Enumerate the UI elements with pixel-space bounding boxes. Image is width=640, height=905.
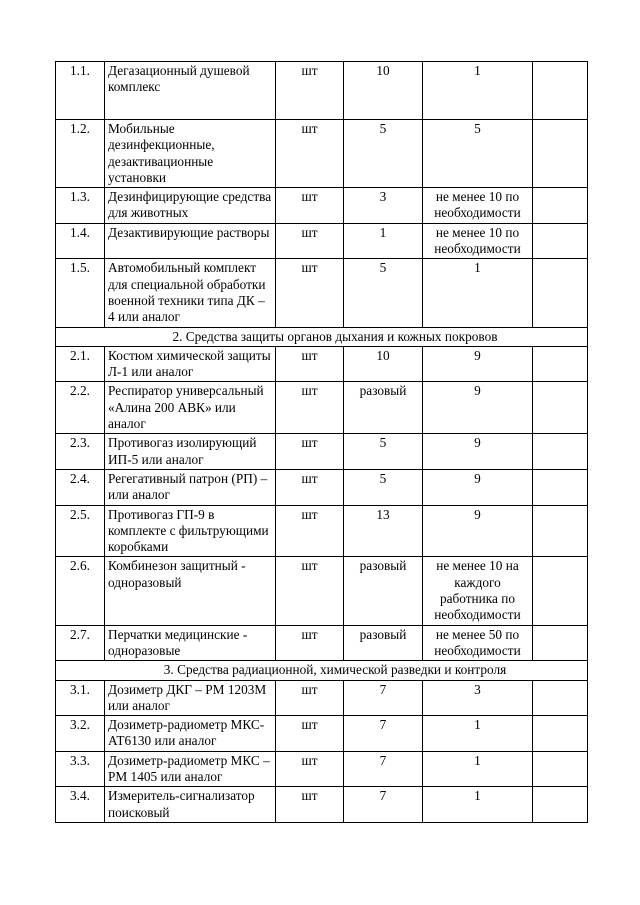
item-norm: 1: [423, 62, 533, 120]
item-name: Костюм химической защиты Л-1 или аналог: [105, 346, 276, 382]
table-row: [56, 382, 588, 434]
item-quantity: 7: [344, 716, 423, 752]
item-name: Дезактивирующие растворы: [105, 223, 276, 259]
item-extra: [533, 62, 588, 120]
equipment-table: [55, 61, 588, 823]
item-quantity: 5: [344, 259, 423, 327]
row-number: 3.2.: [56, 716, 105, 752]
item-quantity: разовый: [344, 557, 423, 625]
row-number: 2.5.: [56, 505, 105, 557]
item-quantity: 7: [344, 787, 423, 823]
item-norm: не менее 10 по необходимости: [423, 188, 533, 224]
item-norm: 3: [423, 680, 533, 716]
item-name: Мобильные дезинфекционные, дезактивационные установки: [105, 120, 276, 188]
row-number: 1.1.: [56, 62, 105, 120]
section-title: 3. Средства радиационной, химической разведки и контроля: [56, 661, 588, 680]
item-extra: [533, 716, 588, 752]
item-quantity: 7: [344, 751, 423, 787]
item-unit: шт: [276, 259, 344, 327]
item-unit: шт: [276, 120, 344, 188]
item-name: Дегазационный душевой комплекс: [105, 62, 276, 120]
section-row: [56, 661, 588, 680]
item-quantity: 10: [344, 62, 423, 120]
item-name: Дозиметр-радиометр МКС – РМ 1405 или аналог: [105, 751, 276, 787]
item-extra: [533, 382, 588, 434]
item-norm: 9: [423, 346, 533, 382]
item-unit: шт: [276, 716, 344, 752]
item-quantity: 3: [344, 188, 423, 224]
table-row: [56, 120, 588, 188]
item-quantity: 5: [344, 120, 423, 188]
item-norm: 9: [423, 434, 533, 470]
item-extra: [533, 434, 588, 470]
row-number: 1.4.: [56, 223, 105, 259]
item-unit: шт: [276, 469, 344, 505]
row-number: 3.3.: [56, 751, 105, 787]
item-name: Дезинфицирующие средства для животных: [105, 188, 276, 224]
item-unit: шт: [276, 787, 344, 823]
row-number: 3.1.: [56, 680, 105, 716]
item-unit: шт: [276, 751, 344, 787]
row-number: 2.4.: [56, 469, 105, 505]
item-norm: 9: [423, 382, 533, 434]
table-row: [56, 434, 588, 470]
item-quantity: 5: [344, 434, 423, 470]
item-name: Измеритель-сигнализатор поисковый: [105, 787, 276, 823]
table-row: [56, 223, 588, 259]
row-number: 2.1.: [56, 346, 105, 382]
item-unit: шт: [276, 680, 344, 716]
item-norm: 9: [423, 505, 533, 557]
item-quantity: разовый: [344, 382, 423, 434]
row-number: 1.5.: [56, 259, 105, 327]
item-name: Регегативный патрон (РП) – или аналог: [105, 469, 276, 505]
item-norm: 1: [423, 751, 533, 787]
item-extra: [533, 259, 588, 327]
item-unit: шт: [276, 188, 344, 224]
item-quantity: 10: [344, 346, 423, 382]
item-extra: [533, 469, 588, 505]
row-number: 2.7.: [56, 625, 105, 661]
item-norm: 9: [423, 469, 533, 505]
row-number: 2.2.: [56, 382, 105, 434]
item-unit: шт: [276, 346, 344, 382]
item-extra: [533, 787, 588, 823]
item-unit: шт: [276, 625, 344, 661]
item-extra: [533, 625, 588, 661]
row-number: 1.3.: [56, 188, 105, 224]
table-row: [56, 751, 588, 787]
item-name: Дозиметр ДКГ – РМ 1203М или аналог: [105, 680, 276, 716]
item-norm: 1: [423, 716, 533, 752]
row-number: 3.4.: [56, 787, 105, 823]
table-row: [56, 469, 588, 505]
item-name: Дозиметр-радиометр МКС-АТ6130 или аналог: [105, 716, 276, 752]
item-extra: [533, 223, 588, 259]
table-row: [56, 259, 588, 327]
section-title: 2. Средства защиты органов дыхания и кожных покровов: [56, 327, 588, 346]
item-name: Противогаз ГП-9 в комплекте с фильтрующими коробками: [105, 505, 276, 557]
item-name: Комбинезон защитный - одноразовый: [105, 557, 276, 625]
item-norm: 1: [423, 259, 533, 327]
item-unit: шт: [276, 62, 344, 120]
item-name: Респиратор универсальный «Алина 200 АВК» или аналог: [105, 382, 276, 434]
item-norm: 5: [423, 120, 533, 188]
table-row: [56, 188, 588, 224]
table-row: [56, 716, 588, 752]
item-unit: шт: [276, 382, 344, 434]
item-quantity: 5: [344, 469, 423, 505]
item-norm: не менее 50 по необходимости: [423, 625, 533, 661]
row-number: 2.6.: [56, 557, 105, 625]
item-quantity: 13: [344, 505, 423, 557]
item-quantity: 7: [344, 680, 423, 716]
item-extra: [533, 188, 588, 224]
row-number: 1.2.: [56, 120, 105, 188]
table-row: [56, 787, 588, 823]
table-row: [56, 505, 588, 557]
item-norm: не менее 10 на каждого работника по необходимости: [423, 557, 533, 625]
item-name: Перчатки медицинские - одноразовые: [105, 625, 276, 661]
item-quantity: 1: [344, 223, 423, 259]
row-number: 2.3.: [56, 434, 105, 470]
item-extra: [533, 557, 588, 625]
table-row: [56, 346, 588, 382]
item-norm: 1: [423, 787, 533, 823]
item-extra: [533, 346, 588, 382]
item-extra: [533, 120, 588, 188]
item-unit: шт: [276, 557, 344, 625]
item-name: Автомобильный комплект для специальной обработки военной техники типа ДК – 4 или аналог: [105, 259, 276, 327]
table-row: [56, 62, 588, 120]
item-norm: не менее 10 по необходимости: [423, 223, 533, 259]
table-row: [56, 625, 588, 661]
table-row: [56, 557, 588, 625]
item-name: Противогаз изолирующий ИП-5 или аналог: [105, 434, 276, 470]
item-extra: [533, 751, 588, 787]
item-unit: шт: [276, 434, 344, 470]
item-extra: [533, 505, 588, 557]
item-quantity: разовый: [344, 625, 423, 661]
section-row: [56, 327, 588, 346]
item-extra: [533, 680, 588, 716]
table-row: [56, 680, 588, 716]
item-unit: шт: [276, 505, 344, 557]
item-unit: шт: [276, 223, 344, 259]
equipment-table-body: [56, 62, 588, 823]
